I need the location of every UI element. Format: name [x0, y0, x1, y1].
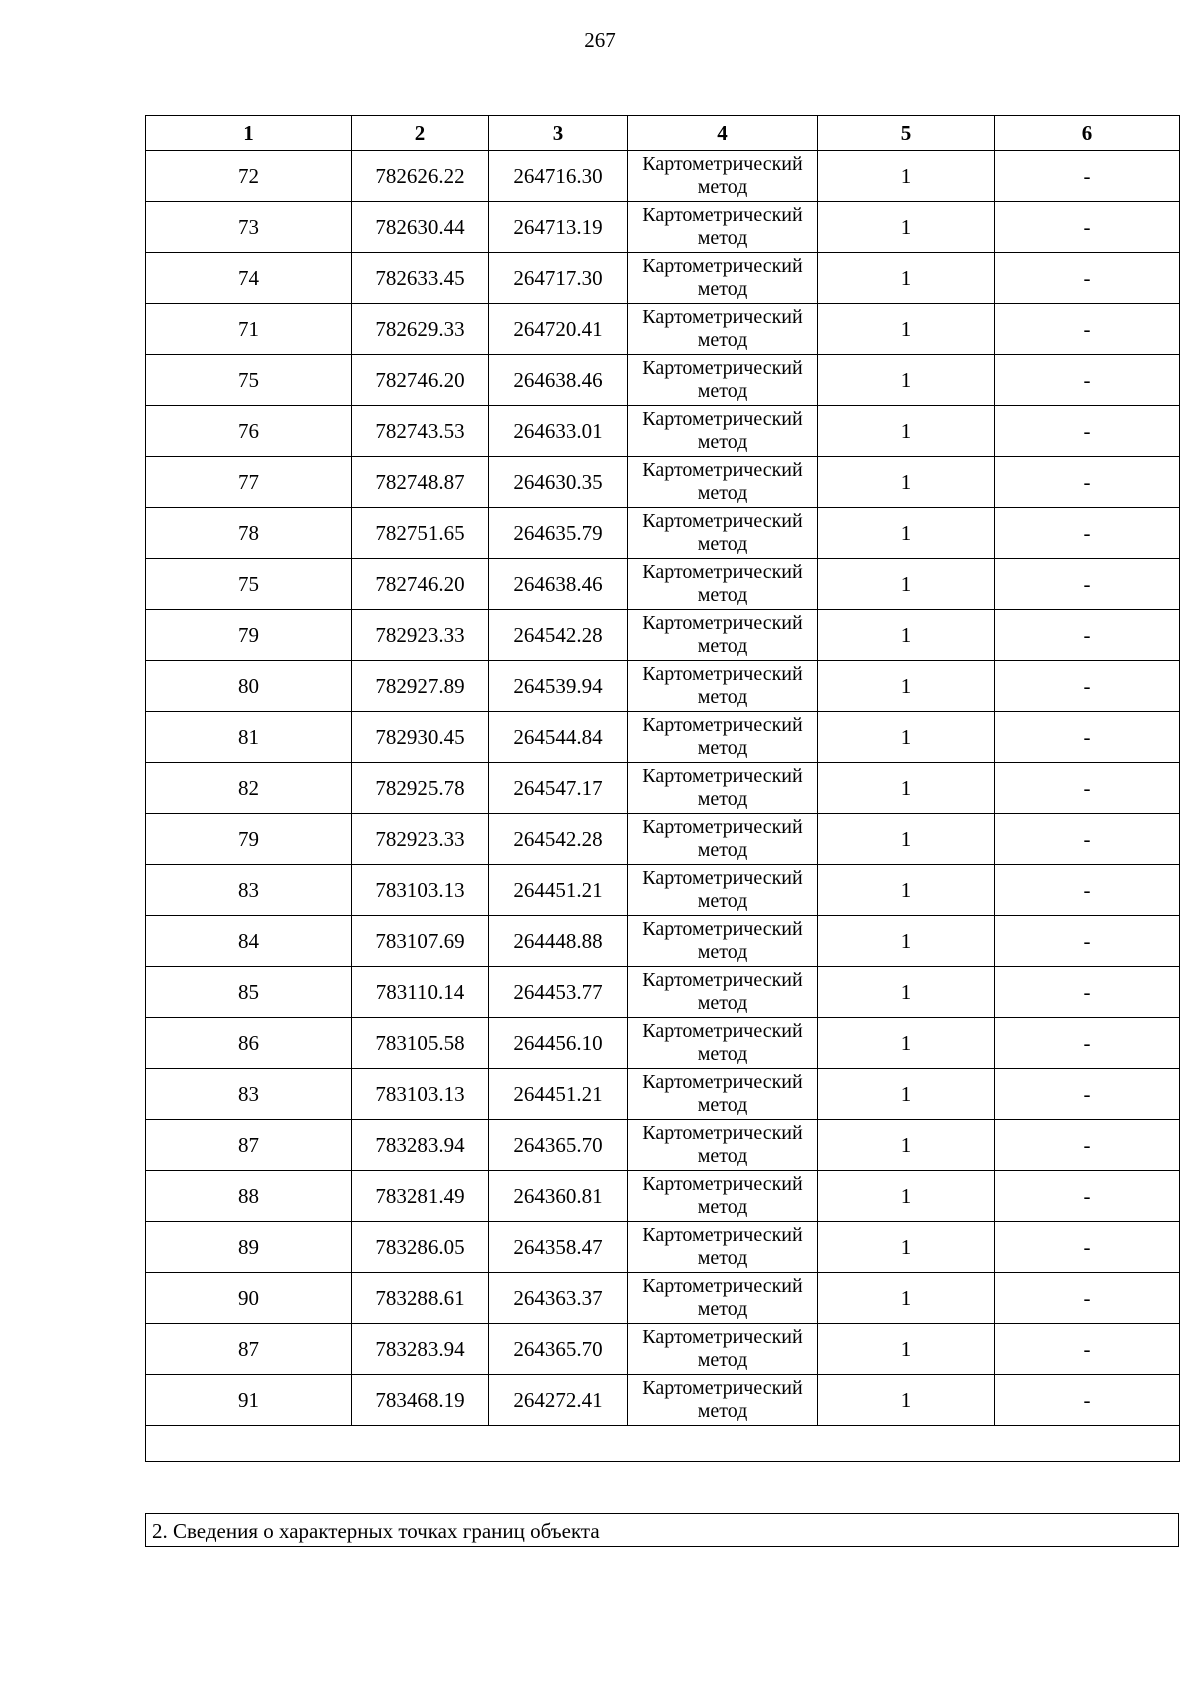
note-cell: - — [995, 865, 1180, 916]
method-cell — [628, 1018, 818, 1069]
method-text-line-1: Картометрический — [642, 357, 803, 379]
method-text-line-1: Картометрический — [642, 765, 803, 787]
note-cell: - — [995, 1222, 1180, 1273]
x-coordinate-cell: 782626.22 — [352, 151, 489, 202]
y-coordinate-cell: 264365.70 — [489, 1324, 628, 1375]
accuracy-cell: 1 — [818, 1222, 995, 1273]
table-row — [146, 1120, 1180, 1171]
note-cell: - — [995, 661, 1180, 712]
point-number-cell: 72 — [146, 151, 352, 202]
table-row — [146, 1324, 1180, 1375]
method-text-line-2: метод — [697, 941, 748, 963]
method-text-line-1: Картометрический — [642, 510, 803, 532]
note-cell: - — [995, 1120, 1180, 1171]
method-text-line-1: Картометрический — [642, 408, 803, 430]
note-cell: - — [995, 508, 1180, 559]
note-cell: - — [995, 610, 1180, 661]
method-cell — [628, 712, 818, 763]
accuracy-cell: 1 — [818, 1375, 995, 1426]
accuracy-cell: 1 — [818, 151, 995, 202]
accuracy-cell: 1 — [818, 253, 995, 304]
empty-table-row — [146, 1426, 1180, 1462]
table-header-row — [146, 116, 1180, 151]
point-number-cell: 79 — [146, 814, 352, 865]
accuracy-cell: 1 — [818, 1171, 995, 1222]
y-coordinate-cell: 264635.79 — [489, 508, 628, 559]
method-text-line-2: метод — [697, 788, 748, 810]
accuracy-cell: 1 — [818, 661, 995, 712]
method-cell — [628, 406, 818, 457]
method-text-line-2: метод — [697, 1400, 748, 1422]
table-row — [146, 1171, 1180, 1222]
table-row — [146, 559, 1180, 610]
y-coordinate-cell: 264547.17 — [489, 763, 628, 814]
method-text-line-2: метод — [697, 1247, 748, 1269]
y-coordinate-cell: 264453.77 — [489, 967, 628, 1018]
table-row — [146, 1375, 1180, 1426]
method-cell — [628, 1069, 818, 1120]
method-text-line-1: Картометрический — [642, 1020, 803, 1042]
column-header-1: 1 — [146, 116, 352, 151]
x-coordinate-cell: 782927.89 — [352, 661, 489, 712]
y-coordinate-cell: 264713.19 — [489, 202, 628, 253]
method-text-line-1: Картометрический — [642, 612, 803, 634]
x-coordinate-cell: 783105.58 — [352, 1018, 489, 1069]
point-number-cell: 83 — [146, 1069, 352, 1120]
note-cell: - — [995, 406, 1180, 457]
point-number-cell: 81 — [146, 712, 352, 763]
accuracy-cell: 1 — [818, 967, 995, 1018]
x-coordinate-cell: 782633.45 — [352, 253, 489, 304]
point-number-cell: 89 — [146, 1222, 352, 1273]
table-row — [146, 253, 1180, 304]
y-coordinate-cell: 264451.21 — [489, 1069, 628, 1120]
accuracy-cell: 1 — [818, 406, 995, 457]
accuracy-cell: 1 — [818, 1069, 995, 1120]
y-coordinate-cell: 264539.94 — [489, 661, 628, 712]
note-cell: - — [995, 151, 1180, 202]
note-cell: - — [995, 457, 1180, 508]
x-coordinate-cell: 783288.61 — [352, 1273, 489, 1324]
accuracy-cell: 1 — [818, 1120, 995, 1171]
x-coordinate-cell: 782930.45 — [352, 712, 489, 763]
point-number-cell: 87 — [146, 1120, 352, 1171]
point-number-cell: 88 — [146, 1171, 352, 1222]
table-row — [146, 1222, 1180, 1273]
method-cell — [628, 1171, 818, 1222]
method-text-line-2: метод — [697, 227, 748, 249]
method-cell — [628, 967, 818, 1018]
method-text-line-1: Картометрический — [642, 1224, 803, 1246]
accuracy-cell: 1 — [818, 814, 995, 865]
point-number-cell: 75 — [146, 355, 352, 406]
x-coordinate-cell: 782630.44 — [352, 202, 489, 253]
point-number-cell: 80 — [146, 661, 352, 712]
method-text-line-2: метод — [697, 1298, 748, 1320]
page-number: 267 — [584, 28, 616, 52]
point-number-cell: 79 — [146, 610, 352, 661]
method-text-line-2: метод — [697, 1043, 748, 1065]
method-text-line-2: метод — [697, 1196, 748, 1218]
accuracy-cell: 1 — [818, 355, 995, 406]
point-number-cell: 83 — [146, 865, 352, 916]
y-coordinate-cell: 264633.01 — [489, 406, 628, 457]
note-cell: - — [995, 1069, 1180, 1120]
method-text-line-2: метод — [697, 482, 748, 504]
table-row — [146, 814, 1180, 865]
method-text-line-1: Картометрический — [642, 1326, 803, 1348]
accuracy-cell: 1 — [818, 202, 995, 253]
method-text-line-1: Картометрический — [642, 918, 803, 940]
method-text-line-1: Картометрический — [642, 663, 803, 685]
x-coordinate-cell: 783110.14 — [352, 967, 489, 1018]
point-number-cell: 84 — [146, 916, 352, 967]
x-coordinate-cell: 782925.78 — [352, 763, 489, 814]
x-coordinate-cell: 783103.13 — [352, 865, 489, 916]
y-coordinate-cell: 264717.30 — [489, 253, 628, 304]
table-row — [146, 406, 1180, 457]
note-cell: - — [995, 1171, 1180, 1222]
method-cell — [628, 610, 818, 661]
y-coordinate-cell: 264542.28 — [489, 814, 628, 865]
accuracy-cell: 1 — [818, 763, 995, 814]
x-coordinate-cell: 783103.13 — [352, 1069, 489, 1120]
method-text-line-2: метод — [697, 431, 748, 453]
method-cell — [628, 814, 818, 865]
method-cell — [628, 865, 818, 916]
accuracy-cell: 1 — [818, 1273, 995, 1324]
coordinates-table — [145, 115, 1180, 1462]
point-number-cell: 90 — [146, 1273, 352, 1324]
method-cell — [628, 151, 818, 202]
method-text-line-1: Картометрический — [642, 969, 803, 991]
point-number-cell: 76 — [146, 406, 352, 457]
method-text-line-2: метод — [697, 278, 748, 300]
x-coordinate-cell: 783283.94 — [352, 1324, 489, 1375]
column-header-5: 5 — [818, 116, 995, 151]
table-row — [146, 712, 1180, 763]
method-cell — [628, 304, 818, 355]
point-number-cell: 87 — [146, 1324, 352, 1375]
point-number-cell: 86 — [146, 1018, 352, 1069]
empty-cell — [146, 1426, 1180, 1462]
method-cell — [628, 508, 818, 559]
column-header-2: 2 — [352, 116, 489, 151]
accuracy-cell: 1 — [818, 559, 995, 610]
accuracy-cell: 1 — [818, 712, 995, 763]
column-header-3: 3 — [489, 116, 628, 151]
y-coordinate-cell: 264360.81 — [489, 1171, 628, 1222]
method-text-line-1: Картометрический — [642, 816, 803, 838]
note-cell: - — [995, 355, 1180, 406]
method-text-line-2: метод — [697, 1349, 748, 1371]
column-header-6: 6 — [995, 116, 1180, 151]
x-coordinate-cell: 783286.05 — [352, 1222, 489, 1273]
accuracy-cell: 1 — [818, 508, 995, 559]
method-text-line-1: Картометрический — [642, 714, 803, 736]
y-coordinate-cell: 264272.41 — [489, 1375, 628, 1426]
method-cell — [628, 355, 818, 406]
column-header-4: 4 — [628, 116, 818, 151]
table-row — [146, 916, 1180, 967]
x-coordinate-cell: 783107.69 — [352, 916, 489, 967]
accuracy-cell: 1 — [818, 457, 995, 508]
accuracy-cell: 1 — [818, 1018, 995, 1069]
accuracy-cell: 1 — [818, 610, 995, 661]
method-text-line-2: метод — [697, 329, 748, 351]
y-coordinate-cell: 264448.88 — [489, 916, 628, 967]
table-row — [146, 508, 1180, 559]
y-coordinate-cell: 264716.30 — [489, 151, 628, 202]
note-cell: - — [995, 304, 1180, 355]
method-cell — [628, 559, 818, 610]
point-number-cell: 82 — [146, 763, 352, 814]
method-cell — [628, 1120, 818, 1171]
point-number-cell: 73 — [146, 202, 352, 253]
method-text-line-1: Картометрический — [642, 1377, 803, 1399]
table-row — [146, 1018, 1180, 1069]
table-row — [146, 661, 1180, 712]
x-coordinate-cell: 783281.49 — [352, 1171, 489, 1222]
method-cell — [628, 1324, 818, 1375]
method-text-line-2: метод — [697, 176, 748, 198]
y-coordinate-cell: 264542.28 — [489, 610, 628, 661]
method-text-line-2: метод — [697, 533, 748, 555]
method-text-line-1: Картометрический — [642, 153, 803, 175]
x-coordinate-cell: 782923.33 — [352, 814, 489, 865]
table-row — [146, 151, 1180, 202]
accuracy-cell: 1 — [818, 865, 995, 916]
method-text-line-1: Картометрический — [642, 561, 803, 583]
point-number-cell: 91 — [146, 1375, 352, 1426]
table-row — [146, 763, 1180, 814]
method-cell — [628, 457, 818, 508]
table-row — [146, 865, 1180, 916]
method-text-line-2: метод — [697, 1094, 748, 1116]
note-cell: - — [995, 1018, 1180, 1069]
y-coordinate-cell: 264451.21 — [489, 865, 628, 916]
method-cell — [628, 1222, 818, 1273]
method-text-line-1: Картометрический — [642, 204, 803, 226]
y-coordinate-cell: 264544.84 — [489, 712, 628, 763]
x-coordinate-cell: 782751.65 — [352, 508, 489, 559]
method-text-line-1: Картометрический — [642, 867, 803, 889]
method-text-line-1: Картометрический — [642, 1122, 803, 1144]
accuracy-cell: 1 — [818, 1324, 995, 1375]
table-row — [146, 355, 1180, 406]
y-coordinate-cell: 264630.35 — [489, 457, 628, 508]
note-cell: - — [995, 559, 1180, 610]
method-cell — [628, 763, 818, 814]
y-coordinate-cell: 264638.46 — [489, 559, 628, 610]
y-coordinate-cell: 264638.46 — [489, 355, 628, 406]
method-cell — [628, 253, 818, 304]
point-number-cell: 75 — [146, 559, 352, 610]
method-text-line-1: Картометрический — [642, 459, 803, 481]
x-coordinate-cell: 782748.87 — [352, 457, 489, 508]
point-number-cell: 78 — [146, 508, 352, 559]
table-row — [146, 967, 1180, 1018]
point-number-cell: 77 — [146, 457, 352, 508]
point-number-cell: 71 — [146, 304, 352, 355]
method-text-line-1: Картометрический — [642, 255, 803, 277]
note-cell: - — [995, 814, 1180, 865]
note-cell: - — [995, 967, 1180, 1018]
note-cell: - — [995, 712, 1180, 763]
note-cell: - — [995, 916, 1180, 967]
y-coordinate-cell: 264358.47 — [489, 1222, 628, 1273]
method-text-line-1: Картометрический — [642, 1173, 803, 1195]
method-text-line-2: метод — [697, 890, 748, 912]
table-body — [146, 151, 1180, 1462]
table-row — [146, 1069, 1180, 1120]
x-coordinate-cell: 782743.53 — [352, 406, 489, 457]
section-heading: 2. Сведения о характерных точках границ объекта — [145, 1513, 1179, 1547]
table-row — [146, 610, 1180, 661]
method-text-line-2: метод — [697, 686, 748, 708]
method-text-line-2: метод — [697, 737, 748, 759]
note-cell: - — [995, 1273, 1180, 1324]
method-text-line-2: метод — [697, 839, 748, 861]
y-coordinate-cell: 264720.41 — [489, 304, 628, 355]
y-coordinate-cell: 264456.10 — [489, 1018, 628, 1069]
note-cell: - — [995, 202, 1180, 253]
method-text-line-1: Картометрический — [642, 1071, 803, 1093]
point-number-cell: 85 — [146, 967, 352, 1018]
x-coordinate-cell: 783283.94 — [352, 1120, 489, 1171]
method-cell — [628, 661, 818, 712]
method-cell — [628, 1375, 818, 1426]
method-text-line-2: метод — [697, 635, 748, 657]
method-text-line-2: метод — [697, 584, 748, 606]
y-coordinate-cell: 264363.37 — [489, 1273, 628, 1324]
method-cell — [628, 1273, 818, 1324]
accuracy-cell: 1 — [818, 304, 995, 355]
table-row — [146, 1273, 1180, 1324]
note-cell: - — [995, 1324, 1180, 1375]
table-row — [146, 202, 1180, 253]
method-cell — [628, 202, 818, 253]
method-text-line-2: метод — [697, 1145, 748, 1167]
accuracy-cell: 1 — [818, 916, 995, 967]
method-text-line-1: Картометрический — [642, 306, 803, 328]
note-cell: - — [995, 253, 1180, 304]
table-row — [146, 304, 1180, 355]
method-text-line-2: метод — [697, 380, 748, 402]
method-text-line-2: метод — [697, 992, 748, 1014]
table-row — [146, 457, 1180, 508]
x-coordinate-cell: 782923.33 — [352, 610, 489, 661]
note-cell: - — [995, 763, 1180, 814]
point-number-cell: 74 — [146, 253, 352, 304]
x-coordinate-cell: 782746.20 — [352, 559, 489, 610]
note-cell: - — [995, 1375, 1180, 1426]
method-cell — [628, 916, 818, 967]
method-text-line-1: Картометрический — [642, 1275, 803, 1297]
x-coordinate-cell: 782746.20 — [352, 355, 489, 406]
x-coordinate-cell: 783468.19 — [352, 1375, 489, 1426]
x-coordinate-cell: 782629.33 — [352, 304, 489, 355]
y-coordinate-cell: 264365.70 — [489, 1120, 628, 1171]
